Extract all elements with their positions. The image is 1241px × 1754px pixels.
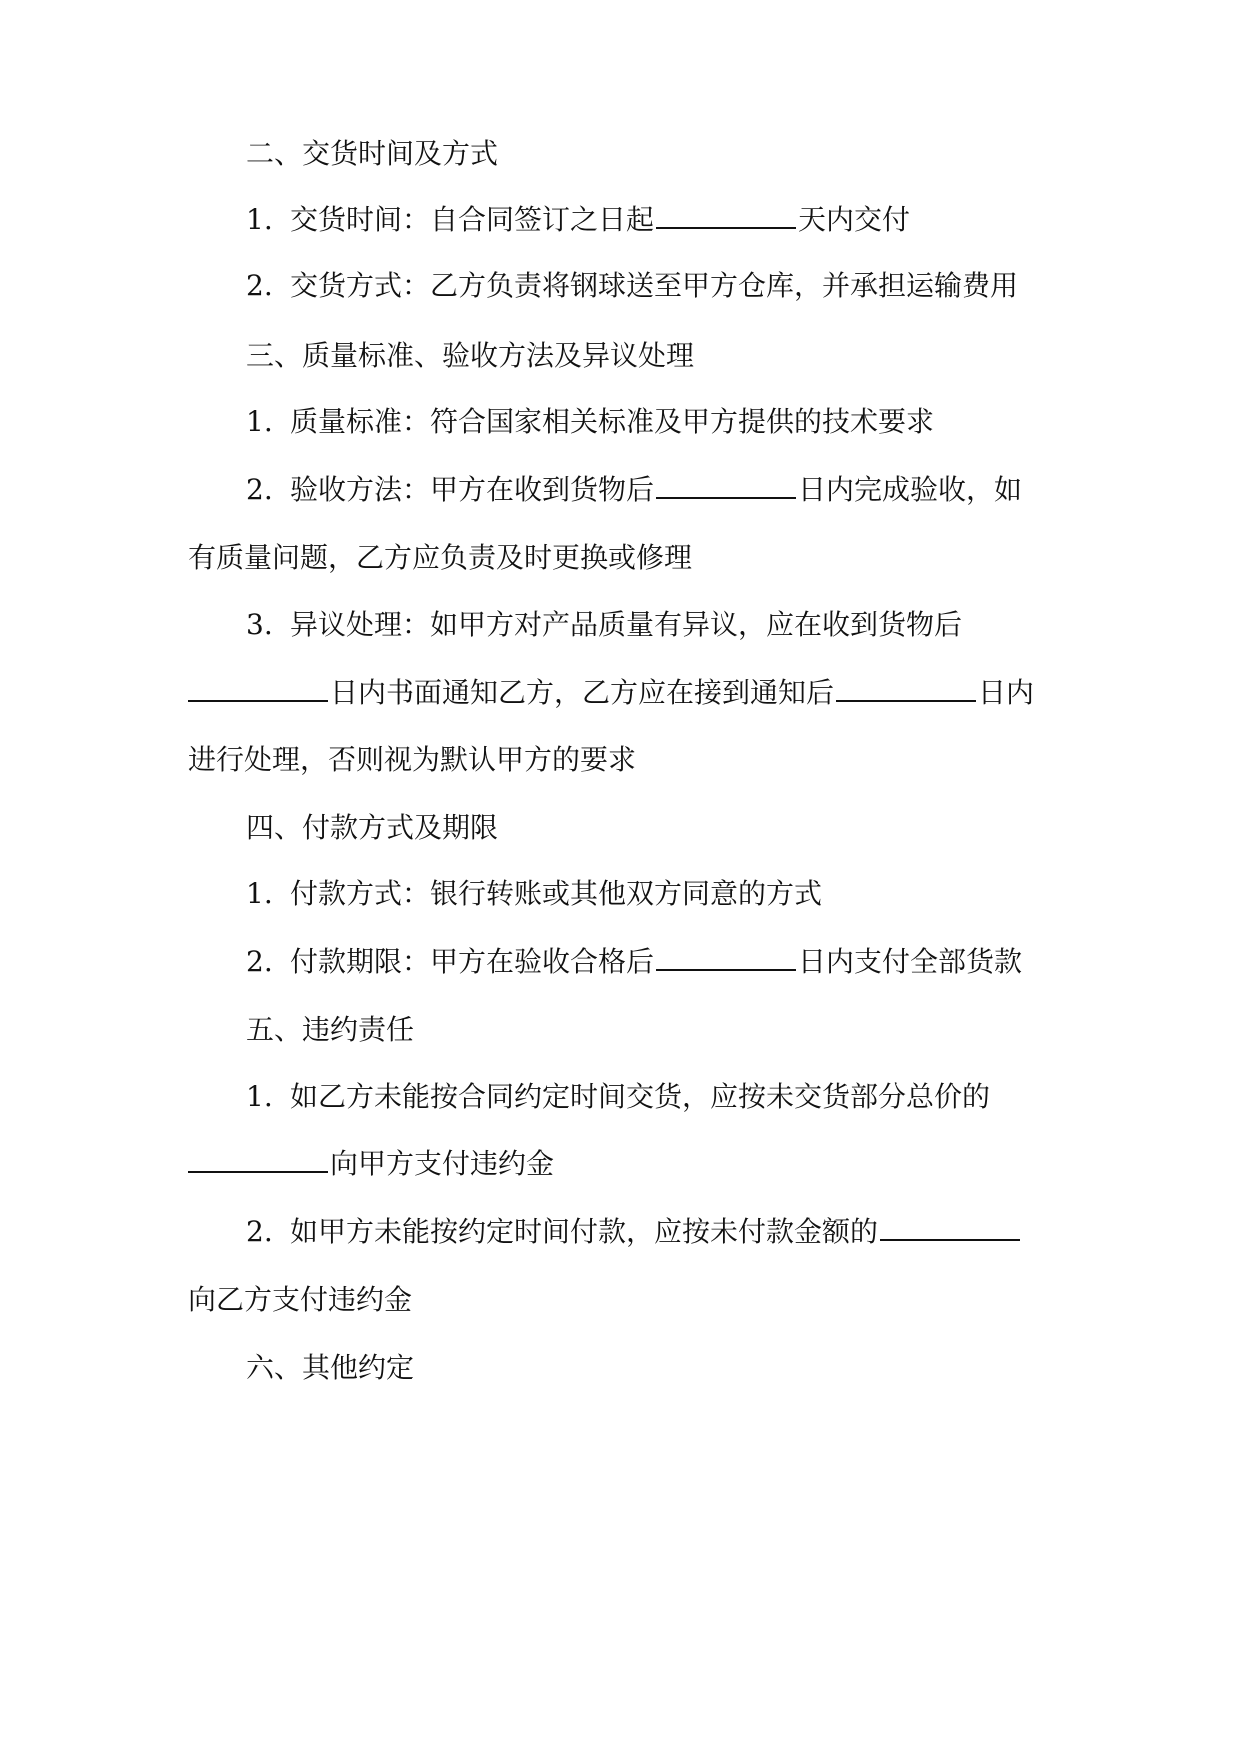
- line-text: 交货方式：乙方负责将钢球送至甲方仓库，并承担运输费用: [290, 269, 1019, 302]
- line-text: 有质量问题，乙方应负责及时更换或修理: [188, 541, 693, 574]
- clause-objection-end: [188, 740, 1056, 780]
- clause-payment-method: [246, 874, 1114, 914]
- clause-quality-standard: [246, 402, 1114, 442]
- clause-inspection-method: [246, 470, 1114, 510]
- clause-inspection-continued: [188, 538, 1056, 578]
- line-text-after: 日内完成验收，如: [798, 473, 1023, 506]
- line-text: 二、交货时间及方式: [246, 137, 499, 170]
- clause-number: 1.: [246, 405, 273, 438]
- clause-buyer-breach: [246, 1212, 1114, 1252]
- line-text-after: 日内支付全部货款: [798, 945, 1023, 978]
- fill-in-blank[interactable]: [880, 1213, 1020, 1241]
- clause-buyer-breach-continued: [188, 1280, 1056, 1320]
- section-heading-delivery: [246, 134, 1114, 174]
- clause-payment-term: [246, 942, 1114, 982]
- section-heading-other: [246, 1348, 1114, 1388]
- line-text: 六、其他约定: [246, 1351, 415, 1384]
- line-text: 向乙方支付违约金: [188, 1283, 413, 1316]
- line-text: 三、质量标准、验收方法及异议处理: [246, 339, 695, 372]
- section-heading-payment: [246, 808, 1114, 848]
- clause-delivery-method: [246, 266, 1114, 306]
- line-text: 四、付款方式及期限: [246, 811, 499, 844]
- line-text-after: 天内交付: [798, 203, 911, 236]
- clause-number: 2.: [246, 269, 273, 302]
- line-text: 五、违约责任: [246, 1013, 415, 1046]
- line-text: 质量标准：符合国家相关标准及甲方提供的技术要求: [290, 405, 935, 438]
- fill-in-blank[interactable]: [836, 674, 976, 702]
- clause-objection-continued: [188, 673, 1056, 713]
- line-text: 异议处理：如甲方对产品质量有异议，应在收到货物后: [290, 608, 963, 641]
- line-text: 进行处理，否则视为默认甲方的要求: [188, 743, 637, 776]
- fill-in-blank[interactable]: [656, 471, 796, 499]
- fill-in-blank[interactable]: [188, 674, 328, 702]
- clause-number: 1.: [246, 203, 273, 236]
- line-text-after: 向甲方支付违约金: [330, 1147, 555, 1180]
- line-text-after: 日内书面通知乙方，乙方应在接到通知后: [330, 676, 835, 709]
- clause-number: 1.: [246, 877, 273, 910]
- line-text-after-2: 日内: [978, 676, 1035, 709]
- clause-number: 2.: [246, 473, 273, 506]
- line-text: 如乙方未能按合同约定时间交货，应按未交货部分总价的: [290, 1080, 991, 1113]
- line-text: 付款期限：甲方在验收合格后: [290, 945, 655, 978]
- fill-in-blank[interactable]: [656, 201, 796, 229]
- fill-in-blank[interactable]: [656, 943, 796, 971]
- clause-delivery-time: [246, 200, 1114, 240]
- line-text: 验收方法：甲方在收到货物后: [290, 473, 655, 506]
- clause-number: 3.: [246, 608, 273, 641]
- clause-number: 2.: [246, 1215, 273, 1248]
- clause-number: 2.: [246, 945, 273, 978]
- line-text: 如甲方未能按约定时间付款，应按未付款金额的: [290, 1215, 879, 1248]
- line-text: 付款方式：银行转账或其他双方同意的方式: [290, 877, 823, 910]
- clause-seller-breach-continued: [188, 1144, 1056, 1184]
- section-heading-liability: [246, 1010, 1114, 1050]
- clause-seller-breach: [246, 1077, 1114, 1117]
- fill-in-blank[interactable]: [188, 1145, 328, 1173]
- clause-objection-handling: [246, 605, 1114, 645]
- line-text: 交货时间：自合同签订之日起: [290, 203, 655, 236]
- section-heading-quality: [246, 336, 1114, 376]
- clause-number: 1.: [246, 1080, 273, 1113]
